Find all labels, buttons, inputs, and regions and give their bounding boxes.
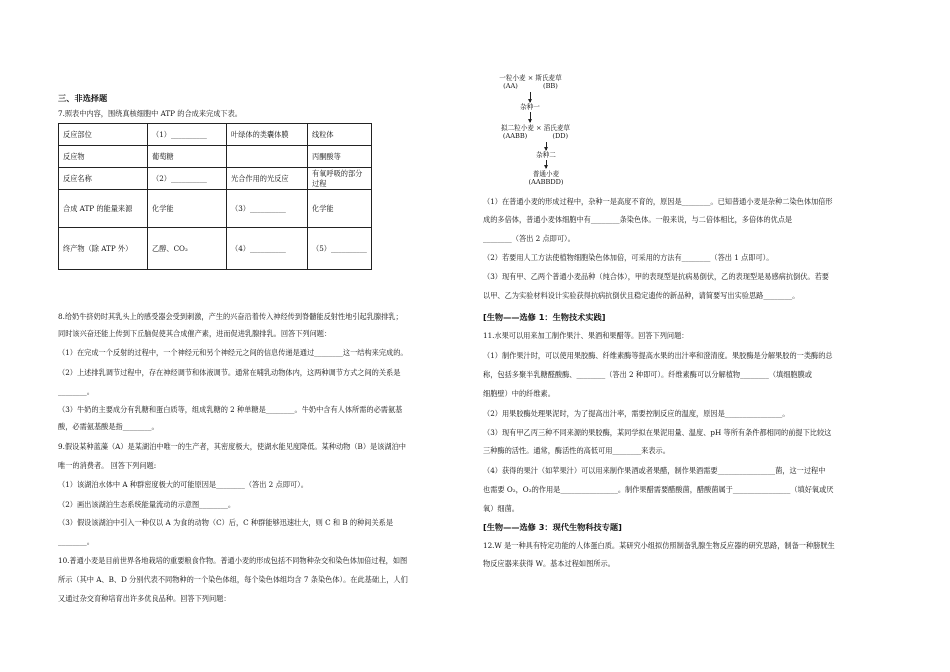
table-cell: 叶绿体的类囊体膜 <box>227 124 308 146</box>
q8-line: （3）牛奶的主要成分有乳糖和蛋白质等，组成乳糖的 2 种单糖是________。牛奶中含有人体所需的必需氨基 <box>58 405 403 414</box>
table-cell: （1）__________ <box>148 124 227 146</box>
table-cell: 反应物 <box>59 146 148 168</box>
q11-line: （4）获得的果汁（如苹果汁）可以用来制作果酒或者果醋，制作果酒需要________________菌，这一过程中 <box>483 466 826 475</box>
table-cell: 丙酮酸等 <box>308 146 372 168</box>
q11-line: 氧）细菌。 <box>483 504 519 513</box>
q10-part-line: 以甲、乙为实验材料设计实验获得抗病抗倒伏且稳定遗传的新品种，请简要写出实验思路________。 <box>483 291 800 300</box>
table-cell: （4）__________ <box>227 228 308 270</box>
diagram-arrow <box>546 160 547 168</box>
table-cell: 有氧呼吸的部分过程 <box>308 168 372 190</box>
q9-line: （2）画出该湖泊生态系统能量流动的示意图________。 <box>58 500 236 509</box>
elective-1-title: [生物——选修 1：生物技术实践] <box>483 312 606 322</box>
q12-line: 物反应器来获得 W。基本过程如图所示。 <box>483 559 615 568</box>
table-cell: 光合作用的光反应 <box>227 168 308 190</box>
q8-line: 8.给奶牛挤奶时其乳头上的感受器会受到刺激，产生的兴奋沿着传入神经传到脊髓能反射性地引起乳腺排乳； <box>58 312 403 321</box>
diagram-arrow <box>530 112 531 122</box>
table-cell: 化学能 <box>148 190 227 228</box>
diagram-cross-2: 拟二粒小麦 × 滔氏麦草 <box>500 124 571 132</box>
q11-line: 细胞壁）中的纤维素。 <box>483 389 555 398</box>
table-row <box>59 168 372 190</box>
table-cell <box>227 146 308 168</box>
q11-line: （2）用果胶酶处理果泥时，为了提高出汁率，需要控制反应的温度，原因是________________。 <box>483 409 790 418</box>
table-cell: 葡萄糖 <box>148 146 227 168</box>
table-cell: 终产物（除 ATP 外） <box>59 228 148 270</box>
q10-part-line: ________（答出 2 点即可）。 <box>483 234 575 243</box>
q7-intro: 7.照表中内容，围绕真核细胞中 ATP 的合成来完成下表。 <box>58 109 242 118</box>
q12-line: 12.W 是一种具有特定功能的人体蛋白质。某研究小组拟仿照制备乳腺生物反应器的研究思路，制备一种膀胱生 <box>483 541 835 550</box>
diagram-arrow <box>530 92 531 102</box>
q10-part-line: （3）现有甲、乙两个普通小麦品种（纯合体），甲的表现型是抗病易倒伏，乙的表现型是易感病抗倒伏。若要 <box>483 272 829 281</box>
table-row <box>59 228 372 270</box>
q10-line: 又通过杂交育种培育出许多优良品种。回答下列问题： <box>58 594 231 603</box>
table-cell: （5）__________ <box>308 228 372 270</box>
q9-line: （1）该湖泊水体中 A 种群密度极大的可能原因是________（答出 2 点即可）。 <box>58 480 308 489</box>
q10-part-line: 成的多倍体，普通小麦体细胞中有________条染色体。一般来说，与二倍体相比，多倍体的优点是 <box>483 215 793 224</box>
q10-line: 所示（其中 A、B、D 分别代表不同物种的一个染色体组，每个染色体组均含 7 条染色体）。在此基础上，人们 <box>58 575 408 584</box>
q8-line: 同时该兴奋还能上传到下丘脑促使其合成催产素，进而促进乳腺排乳。回答下列问题： <box>58 329 332 338</box>
q9-line: 9.假设某种蓝藻（A）是某湖泊中唯一的生产者，其密度极大，使湖水能见度降低。某种动物（B）是该湖泊中 <box>58 442 406 451</box>
q11-line: 三种酶的活性。通常，酶活性的高低可用________来表示。 <box>483 446 670 455</box>
elective-3-title: [生物——选修 3：现代生物科技专题] <box>483 522 622 532</box>
q8-line: （2）上述排乳调节过程中，存在神经调节和体液调节。通常在哺乳动物体内，这两种调节方式之间的关系是 <box>58 368 401 377</box>
q9-line: ________。 <box>58 537 94 546</box>
table-cell: 反应部位 <box>59 124 148 146</box>
atp-table <box>58 123 372 270</box>
diagram-cross-2-genotypes: (AABB) (DD) <box>502 132 569 140</box>
q11-line: 也需要 O₂，O₂的作用是________________。制作果醋需要醋酸菌，醋酸菌属于________________（填好氧或厌 <box>483 485 834 494</box>
q10-line: 10.普通小麦是目前世界各地栽培的重要粮食作物。普通小麦的形成包括不同物种杂交和染色体加倍过程，如图 <box>58 556 408 565</box>
diagram-common-wheat: 普通小麦 <box>532 170 560 178</box>
table-row <box>59 190 372 228</box>
q8-line: （1）在完成一个反射的过程中，一个神经元和另个神经元之间的信息传递是通过________这一结构来完成的。 <box>58 348 408 357</box>
table-row <box>59 146 372 168</box>
q11-line: （3）现有甲乙丙三种不同来源的果胶酶，某同学拟在果泥用量、温度、pH 等所有条件都相同的前提下比较这 <box>483 428 832 437</box>
table-cell: 乙醇、CO₂ <box>148 228 227 270</box>
table-cell: 线粒体 <box>308 124 372 146</box>
diagram-arrow <box>546 142 547 150</box>
table-cell: （3）__________ <box>227 190 308 228</box>
diagram-common-wheat-genotype: (AABBDD) <box>528 178 564 186</box>
diagram-cross-1: 一粒小麦 × 斯氏麦草 <box>499 74 562 82</box>
q11-line: （1）制作果汁时，可以使用果胶酶、纤维素酶等提高水果的出汁率和澄清度。果胶酶是分解果胶的一类酶的总 <box>483 351 833 360</box>
q9-line: 唯一的消费者。 回答下列问题: <box>58 461 157 470</box>
q10-part-line: （1）在普通小麦的形成过程中，杂种一是高度不育的，原因是________。已知普通小麦是杂种二染色体加倍形 <box>483 197 833 206</box>
q10-part-line: （2）若要用人工方法使植物细胞染色体加倍，可采用的方法有________（答出 1 点即可）。 <box>483 253 774 262</box>
diagram-cross-1-genotypes: (AA) (BB) <box>503 82 558 90</box>
table-cell: 合成 ATP 的能量来源 <box>59 190 148 228</box>
diagram-hybrid-2: 杂种二 <box>536 151 556 159</box>
section-title: 三、非选择题 <box>58 93 108 103</box>
q9-line: （3）假设该湖泊中引入一种仅以 A 为食的动物（C）后，C 种群能够迅速壮大，则 C 和 B 的种间关系是 <box>58 518 394 527</box>
table-cell: （2）__________ <box>148 168 227 190</box>
diagram-hybrid-1: 杂种一 <box>520 103 540 111</box>
q11-line: 11.水果可以用来加工制作果汁、果酒和果醋等。回答下列问题： <box>483 331 689 340</box>
q8-line: ________。 <box>58 387 94 396</box>
table-row <box>59 124 372 146</box>
table-cell: 反应名称 <box>59 168 148 190</box>
q11-line: 称，包括多聚半乳糖醛酸酶、________（答出 2 种即可）。纤维素酶可以分解植物________（填细胞膜或 <box>483 370 812 379</box>
q8-line: 酸，必需氨基酸是指________。 <box>58 422 159 431</box>
table-cell: 化学能 <box>308 190 372 228</box>
